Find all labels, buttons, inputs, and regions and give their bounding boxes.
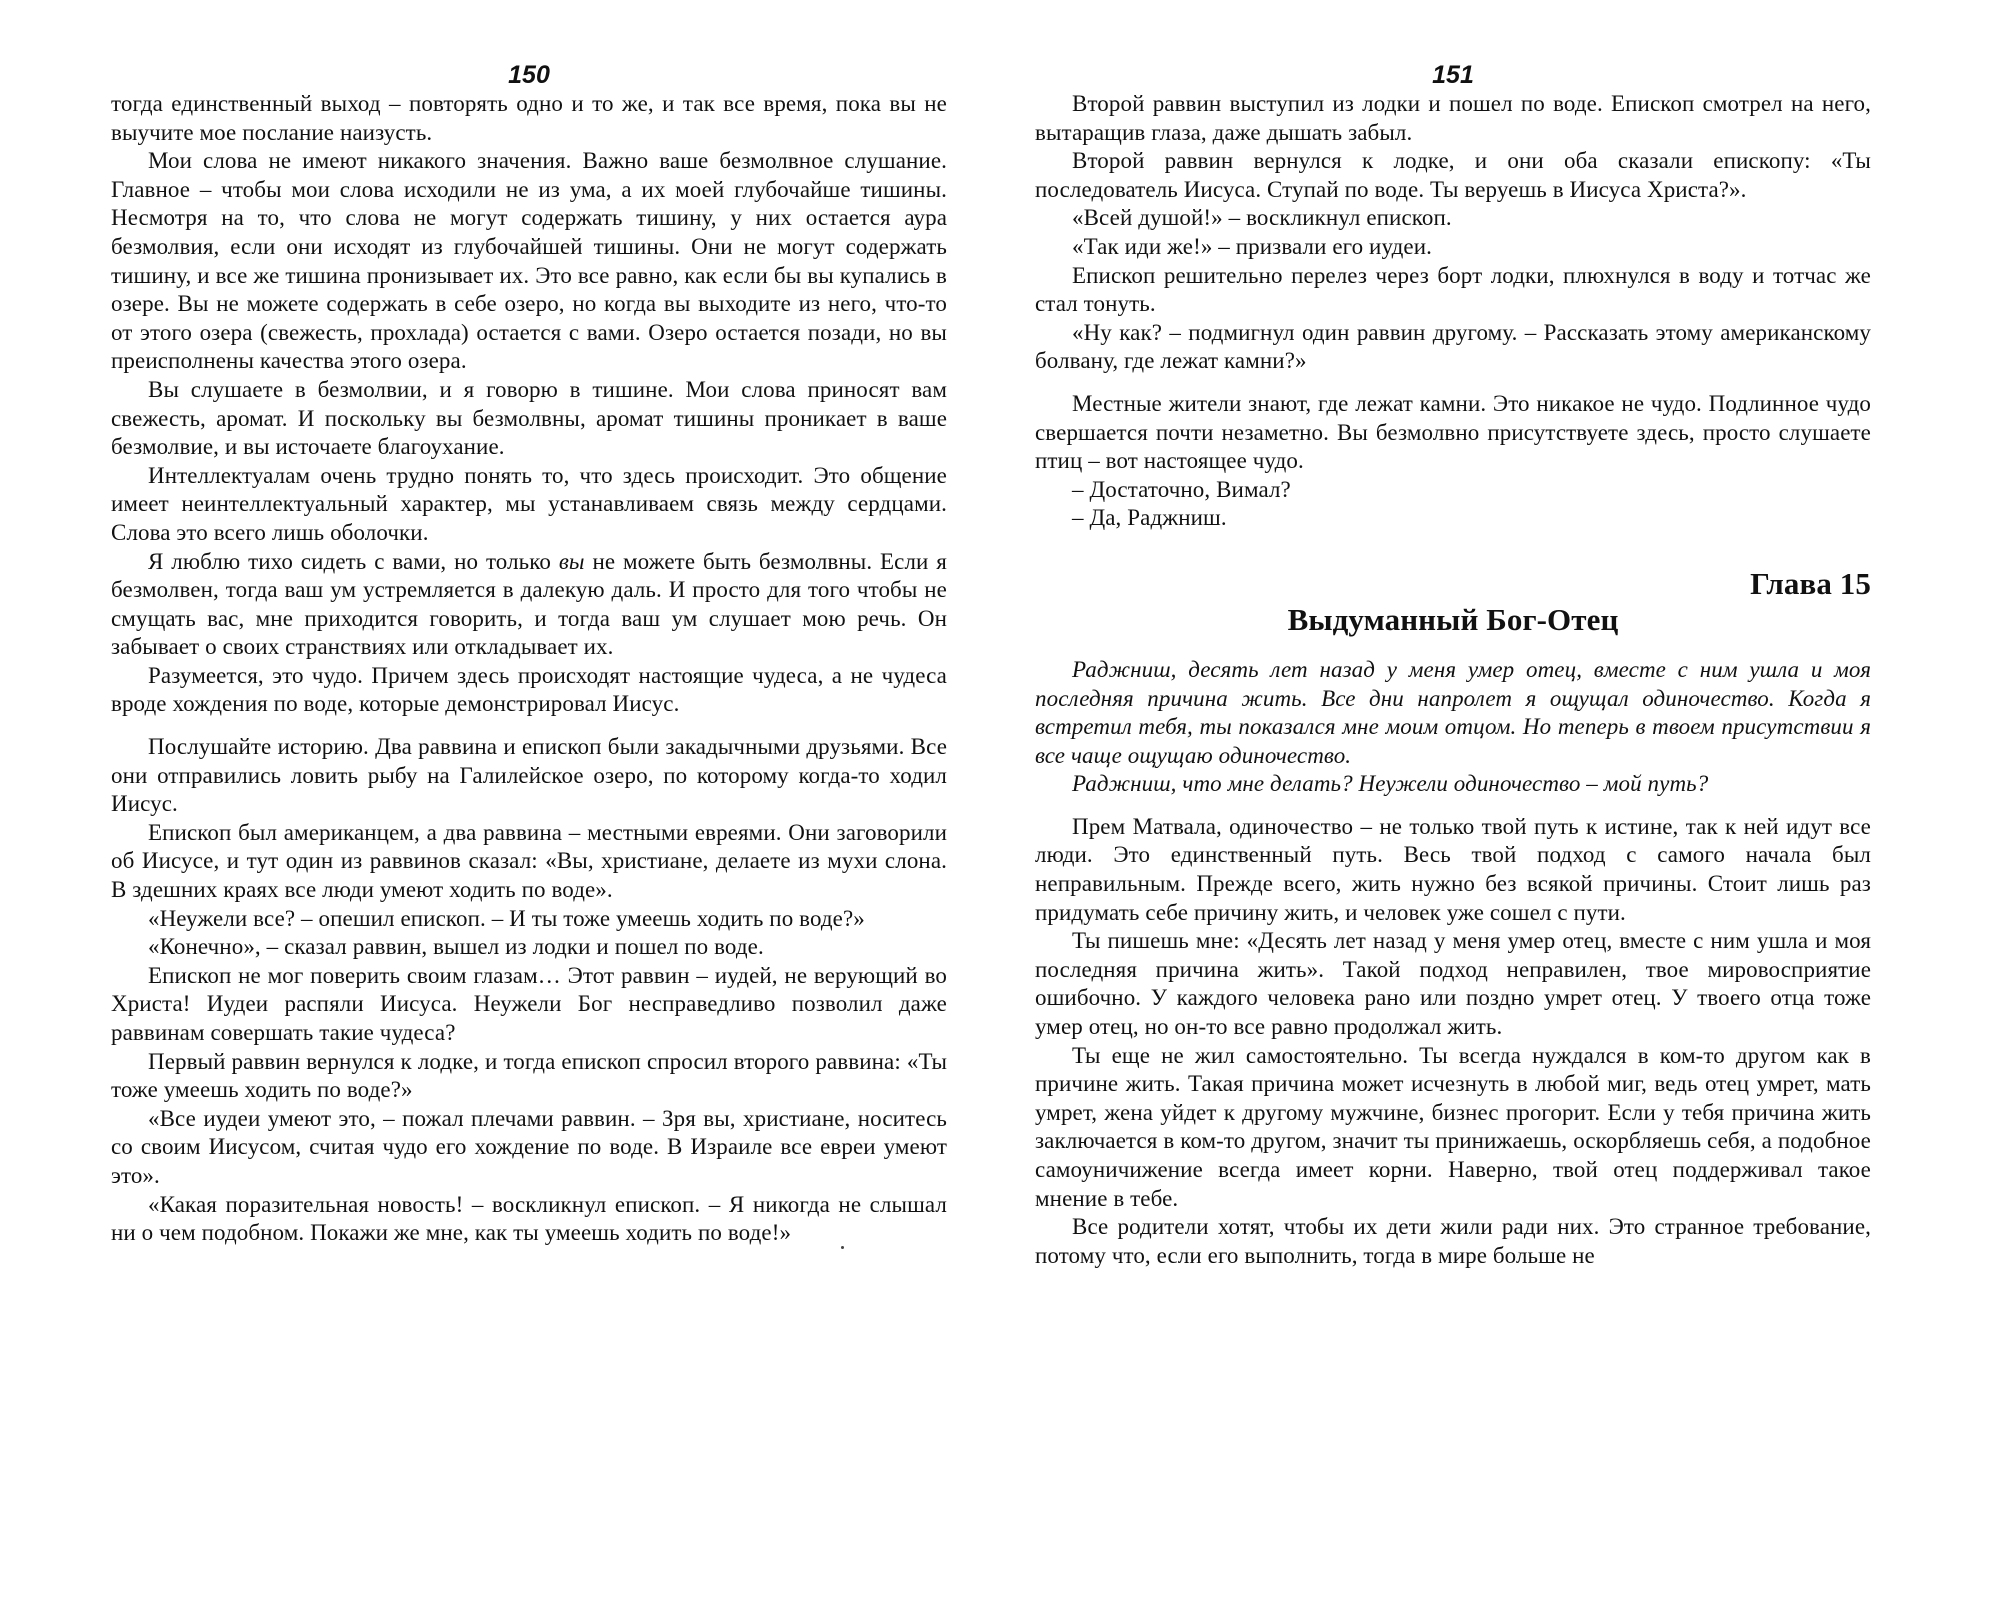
question-paragraph: Раджниш, что мне делать? Неужели одиночество – мой путь?: [1072, 771, 1709, 797]
paragraph: Интеллектуалам очень трудно понять то, что здесь происходит. Это общение имеет неинтеллектуальный характер, мы устанавливаем связь между сердцами. Слова это всего лишь оболочки.: [111, 462, 947, 545]
paragraph: «Все иудеи умеют это, – пожал плечами раввин. – Зря вы, христиане, носитесь со своим Иисусом, считая чудо его хождение по воде. В Израиле все евреи умеют это».: [111, 1105, 947, 1188]
paragraph: Второй раввин вернулся к лодке, и они оба сказали епископу: «Ты последователь Иисуса. Ступай по воде. Ты веруешь в Иисуса Христа?».: [1035, 148, 1871, 202]
paragraph: «Конечно», – сказал раввин, вышел из лодки и пошел по воде.: [148, 934, 764, 960]
dialogue-line: – Достаточно, Вимал?: [1072, 476, 1291, 502]
paragraph: Местные жители знают, где лежат камни. Это никакое не чудо. Подлинное чудо свершается почти незаметно. Вы безмолвно присутствуете здесь, просто слушаете птиц – вот настоящее чудо.: [1035, 390, 1871, 474]
paragraph: «Ну как? – подмигнул один раввин другому. – Рассказать этому американскому болвану, где лежат камни?»: [1035, 319, 1871, 374]
question-block: [1035, 656, 1871, 799]
chapter-title: Выдуманный Бог-Отец: [1287, 601, 1619, 637]
paragraph: Ты еще не жил самостоятельно. Ты всегда нуждался в ком-то другом как в причине жить. Такая причина может исчезнуть в любой миг, ведь отец умрет, мать умрет, жена уйдет к другому мужчине, бизнес прогорит. Если у тебя причина жить заключается в ком-то другом, значит ты принижаешь, оскорбляешь себя, а подобное самоуничижение всегда имеет корни. Наверно, твой отец поддерживал такое мнение в тебе.: [1035, 1042, 1871, 1211]
chapter-label: Глава 15: [1750, 565, 1871, 601]
right-page: [1035, 60, 1871, 1270]
paragraph: Первый раввин вернулся к лодке, и тогда епископ спросил второго раввина: «Ты тоже умеешь ходить по воде?»: [111, 1048, 947, 1103]
left-page: [111, 60, 947, 1248]
text-span: не можете быть безмолвны. Если я безмолвен, тогда ваш ум устремляется в далекую даль. И просто для того чтобы не смущать вас, мне приходится говорить, и тогда ваш ум слушает мою речь. Он забывает о своих странствиях или откладывает их.: [111, 548, 947, 660]
text-span: Я люблю тихо сидеть с вами, но только: [148, 548, 559, 574]
paragraph: Все родители хотят, чтобы их дети жили ради них. Это странное требование, потому что, если его выполнить, тогда в мире больше не: [1035, 1214, 1871, 1268]
paragraph: Разумеется, это чудо. Причем здесь происходят настоящие чудеса, а не чудеса вроде хождения по воде, которые демонстрировал Иисус.: [111, 662, 947, 717]
emphasis-word: вы: [558, 548, 585, 574]
paragraph: «Всей душой!» – воскликнул епископ.: [1072, 205, 1452, 231]
print-speck: [841, 1246, 844, 1249]
paragraph: «Неужели все? – опешил епископ. – И ты тоже умеешь ходить по воде?»: [148, 905, 865, 931]
paragraph: «Какая поразительная новость! – воскликнул епископ. – Я никогда не слышал ни о чем подобном. Покажи же мне, как ты умеешь ходить по воде!»: [111, 1191, 947, 1246]
paragraph: Прем Матвала, одиночество – не только твой путь к истине, так к ней идут все люди. Это единственный путь. Весь твой подход с самого начала был неправильным. Прежде всего, жить нужно без всякой причины. Стоит лишь раз придумать себе причину жить, и человек уже сошел с пути.: [1035, 813, 1871, 925]
page-number-right: 151: [1432, 61, 1474, 89]
paragraph: Епископ был американцем, а два раввина – местными евреями. Они заговорили об Иисусе, и тут один из раввинов сказал: «Вы, христиане, делаете из мухи слона. В здешних краях все люди умеют ходить по воде».: [111, 819, 947, 903]
paragraph: тогда единственный выход – повторять одно и то же, и так все время, пока вы не выучите мое послание наизусть.: [111, 91, 947, 145]
paragraph: Епископ не мог поверить своим глазам… Этот раввин – иудей, не верующий во Христа! Иудеи распяли Иисуса. Неужели Бог несправедливо позволил даже раввинам совершать такие чудеса?: [111, 962, 947, 1045]
left-page-body: [111, 90, 947, 1248]
right-page-body: [1035, 90, 1871, 1270]
paragraph: Второй раввин выступил из лодки и пошел по воде. Епископ смотрел на него, вытаращив глаза, даже дышать забыл.: [1035, 91, 1871, 145]
dialogue-line: – Да, Раджниш.: [1072, 505, 1227, 531]
paragraph-with-emphasis: [111, 548, 947, 662]
page-number-left: 150: [508, 61, 550, 89]
paragraph: Ты пишешь мне: «Десять лет назад у меня умер отец, вместе с ним ушла и моя последняя причина жить». Такой подход неправилен, твое мировосприятие ошибочно. У каждого человека рано или поздно умрет отец. У твоего отца тоже умер отец, но он-то все равно продолжал жить.: [1035, 928, 1871, 1040]
paragraph: Послушайте историю. Два раввина и епископ были закадычными друзьями. Все они отправились ловить рыбу на Галилейское озеро, по которому когда-то ходил Иисус.: [111, 734, 947, 817]
paragraph: «Так иди же!» – призвали его иудеи.: [1072, 233, 1432, 259]
paragraph: Епископ решительно перелез через борт лодки, плюхнулся в воду и тотчас же стал тонуть.: [1035, 262, 1871, 317]
paragraph: Мои слова не имеют никакого значения. Важно ваше безмолвное слушание. Главное – чтобы мои слова исходили не из ума, а их моей глубочайше тишины. Несмотря на то, что слова не могут содержать тишину, у них остается аура безмолвия, если они исходят из глубочайшей тишины. Они не могут содержать тишину, и все же тишина пронизывает их. Это все равно, как если бы вы купались в озере. Вы не можете содержать в себе озеро, но когда вы выходите из него, что-то от этого озера (свежесть, прохлада) остается с вами. Озеро остается позади, но вы преисполнены качества этого озера.: [111, 148, 947, 374]
question-paragraph: Раджниш, десять лет назад у меня умер отец, вместе с ним ушла и моя последняя причина жить. Все дни напролет я ощущал одиночество. Когда я встретил тебя, ты показался мне моим отцом. Но теперь в твоем присутствии я все чаще ощущаю одиночество.: [1035, 656, 1871, 768]
paragraph: Вы слушаете в безмолвии, и я говорю в тишине. Мои слова приносят вам свежесть, аромат. И поскольку вы безмолвны, аромат тишины проникает в ваше безмолвие, и вы источаете благоухание.: [111, 376, 947, 460]
